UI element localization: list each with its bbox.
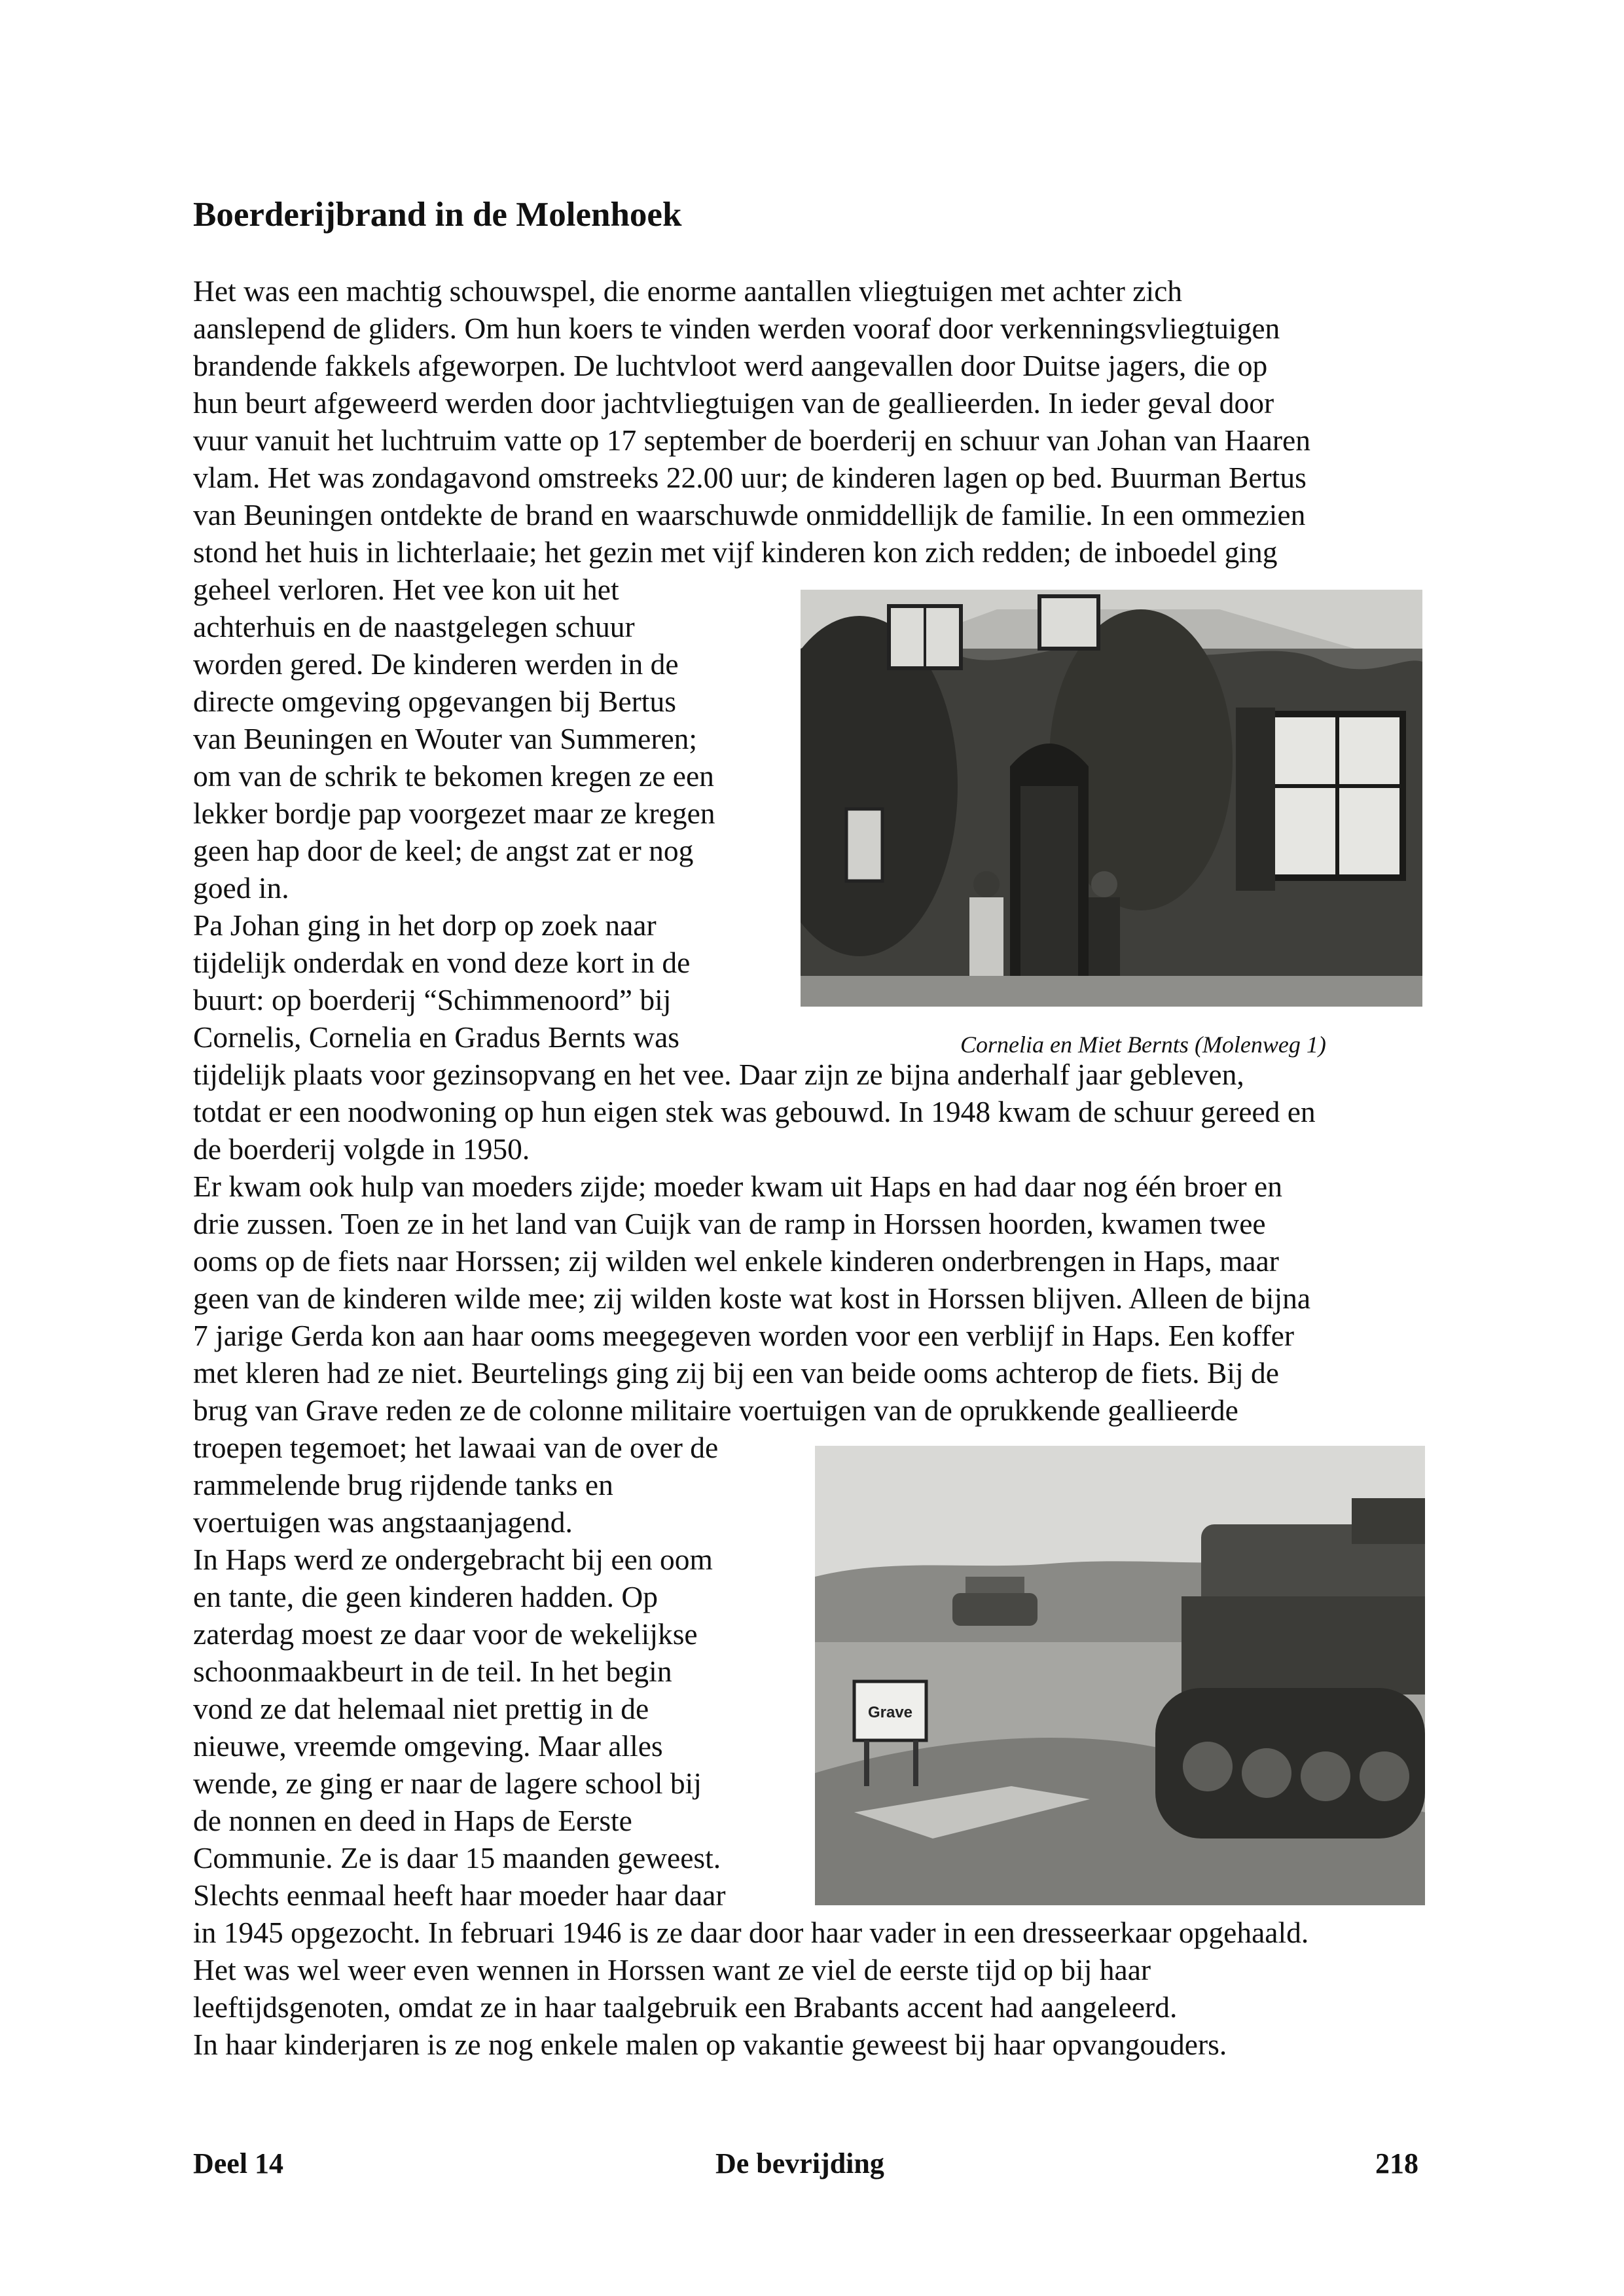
text-line: tijdelijk onderdak en vond deze kort in de <box>193 946 691 979</box>
text-line: 7 jarige Gerda kon aan haar ooms meegegeven worden voor een verblijf in Haps. Een koffer <box>193 1319 1295 1352</box>
tanks-illustration <box>815 1446 1425 1905</box>
text-line: brandende fakkels afgeworpen. De luchtvloot werd aangevallen door Duitse jagers, die op <box>193 349 1268 382</box>
grave-sign: Grave <box>867 1704 913 1721</box>
text-line: geheel verloren. Het vee kon uit het <box>193 573 619 606</box>
page-title: Boerderijbrand in de Molenhoek <box>193 196 682 234</box>
text-line: worden gered. De kinderen werden in de <box>193 647 679 681</box>
text-line: goed in. <box>193 871 289 905</box>
footer-part: Deel 14 <box>193 2147 284 2179</box>
text-line: stond het huis in lichterlaaie; het gezin met vijf kinderen kon zich redden; de inboedel ging <box>193 535 1278 569</box>
text-line: vlam. Het was zondagavond omstreeks 22.00 uur; de kinderen lagen op bed. Buurman Bertus <box>193 461 1307 494</box>
text-line: ooms op de fiets naar Horssen; zij wilden wel enkele kinderen onderbrengen in Haps, maar <box>193 1244 1279 1278</box>
text-line: in 1945 opgezocht. In februari 1946 is ze daar door haar vader in een dresseerkaar opgehaald. <box>193 1916 1309 1949</box>
text-line: vond ze dat helemaal niet prettig in de <box>193 1692 649 1725</box>
text-line: nieuwe, vreemde omgeving. Maar alles <box>193 1729 663 1763</box>
text-line: Het was een machtig schouwspel, die enorme aantallen vliegtuigen met achter zich <box>193 274 1183 308</box>
text-line: om van de schrik te bekomen kregen ze een <box>193 759 714 793</box>
text-line: troepen tegemoet; het lawaai van de over de <box>193 1431 719 1464</box>
text-line: van Beuningen en Wouter van Summeren; <box>193 722 698 755</box>
text-line: geen van de kinderen wilde mee; zij wilden koste wat kost in Horssen blijven. Alleen de bijna <box>193 1282 1311 1315</box>
text-line: drie zussen. Toen ze in het land van Cuijk van de ramp in Horssen hoorden, kwamen twee <box>193 1207 1266 1240</box>
text-line: totdat er een noodwoning op hun eigen stek was gebouwd. In 1948 kwam de schuur gereed en <box>193 1095 1316 1128</box>
footer-title: De bevrijding <box>715 2147 884 2179</box>
text-line: Het was wel weer even wennen in Horssen want ze viel de eerste tijd op bij haar <box>193 1953 1151 1986</box>
text-line: achterhuis en de naastgelegen schuur <box>193 610 635 643</box>
text-line: schoonmaakbeurt in de teil. In het begin <box>193 1655 672 1688</box>
text-line: voertuigen was angstaanjagend. <box>193 1505 573 1539</box>
text-line: leeftijdsgenoten, omdat ze in haar taalgebruik een Brabants accent had aangeleerd. <box>193 1990 1178 2024</box>
text-line: Er kwam ook hulp van moeders zijde; moeder kwam uit Haps en had daar nog één broer en <box>193 1170 1282 1203</box>
text-line: Pa Johan ging in het dorp op zoek naar <box>193 908 657 942</box>
photo-caption: Cornelia en Miet Bernts (Molenweg 1) <box>960 1031 1326 1058</box>
farmhouse-photo <box>801 590 1422 1007</box>
text-line: buurt: op boerderij “Schimmenoord” bij <box>193 983 672 1016</box>
text-line: directe omgeving opgevangen bij Bertus <box>193 685 676 718</box>
text-line: zaterdag moest ze daar voor de wekelijkse <box>193 1617 698 1651</box>
text-line: en tante, die geen kinderen hadden. Op <box>193 1580 659 1613</box>
text-line: de nonnen en deed in Haps de Eerste <box>193 1804 632 1837</box>
text-line: van Beuningen ontdekte de brand en waarschuwde onmiddellijk de familie. In een ommezien <box>193 498 1306 531</box>
text-line: Cornelis, Cornelia en Gradus Bernts was <box>193 1020 680 1054</box>
text-line: tijdelijk plaats voor gezinsopvang en het vee. Daar zijn ze bijna anderhalf jaar gebleven, <box>193 1058 1244 1091</box>
text-line: rammelende brug rijdende tanks en <box>193 1468 613 1501</box>
text-line: geen hap door de keel; de angst zat er nog <box>193 834 694 867</box>
text-line: Communie. Ze is daar 15 maanden geweest. <box>193 1841 721 1874</box>
tanks-photo <box>815 1446 1425 1905</box>
text-line: met kleren had ze niet. Beurtelings ging zij bij een van beide ooms achterop de fiets. Bij de <box>193 1356 1279 1390</box>
text-line: Slechts eenmaal heeft haar moeder haar daar <box>193 1878 726 1912</box>
page-number: 218 <box>1375 2147 1418 2179</box>
text-line: brug van Grave reden ze de colonne militaire voertuigen van de oprukkende geallieerde <box>193 1393 1238 1427</box>
text-line: In haar kinderjaren is ze nog enkele malen op vakantie geweest bij haar opvangouders. <box>193 2028 1227 2061</box>
text-line: aanslepend de gliders. Om hun koers te vinden werden vooraf door verkenningsvliegtuigen <box>193 312 1280 345</box>
text-line: vuur vanuit het luchtruim vatte op 17 september de boerderij en schuur van Johan van Haaren <box>193 423 1310 457</box>
text-line: hun beurt afgeweerd werden door jachtvliegtuigen van de geallieerden. In ieder geval door <box>193 386 1274 420</box>
text-line: de boerderij volgde in 1950. <box>193 1132 530 1166</box>
farmhouse-illustration <box>801 590 1422 1007</box>
text-line: lekker bordje pap voorgezet maar ze kregen <box>193 797 715 830</box>
text-line: In Haps werd ze ondergebracht bij een oom <box>193 1543 713 1576</box>
text-line: wende, ze ging er naar de lagere school bij <box>193 1767 702 1800</box>
